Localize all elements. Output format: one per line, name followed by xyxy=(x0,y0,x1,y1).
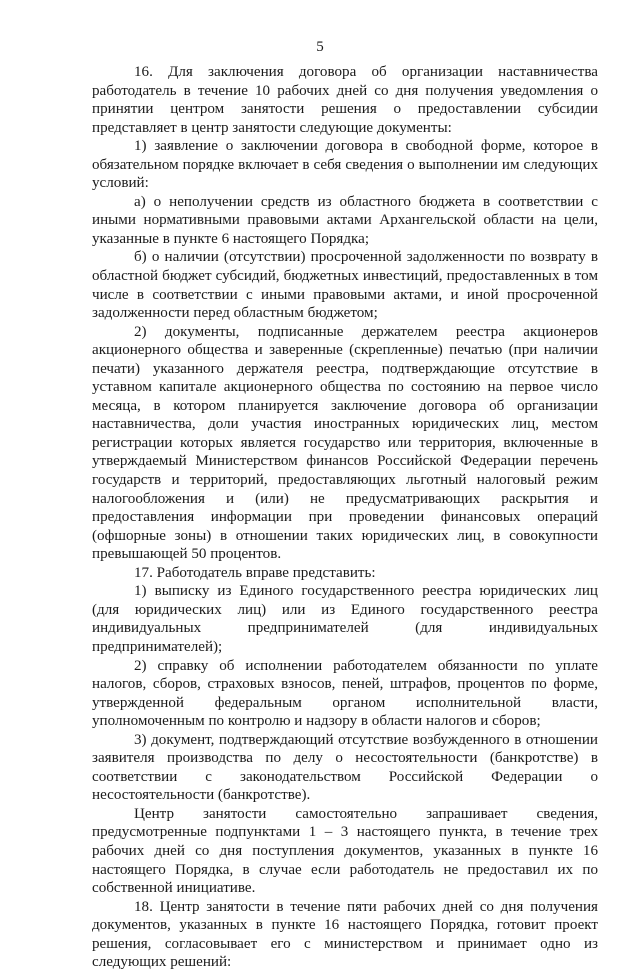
paragraph-16-item-2: 2) документы, подписанные держателем реестра акционеров акционерного общества и заверенные (скрепленные) печатью (при наличии печати) указанного держателя реестра, подтверждающие отсутствие в уставном капитале акционерного общества по состоянию на первое число месяца, в котором планируется заключение договора об организации наставничества, доли участия иностранных юридических лиц, местом регистрации которых является государство или территория, включенные в утверждаемый Министерством финансов Российской Федерации перечень государств и территорий, предоставляющих льготный налоговый режим налогообложения и (или) не предусматривающих раскрытия и предоставления информации при проведении финансовых операций (офшорные зоны) в отношении таких юридических лиц, в совокупности превышающей 50 процентов. xyxy=(92,323,598,563)
paragraph-17-item-1: 1) выписку из Единого государственного реестра юридических лиц (для юридических лиц) или из Единого государственного реестра индивидуальных предпринимателей (для индивидуальных предпринимателей); xyxy=(92,583,598,655)
paragraph-16-item-1b: б) о наличии (отсутствии) просроченной задолженности по возврату в областной бюджет субсидий, бюджетных инвестиций, предоставленных в том числе в соответствии с иными правовыми актами, и иной просроченной задолженности перед областным бюджетом; xyxy=(92,249,598,322)
document-body xyxy=(92,63,598,972)
paragraph-17-item-2: 2) справку об исполнении работодателем обязанности по уплате налогов, сборов, страховых взносов, пеней, штрафов, процентов по форме, утвержденной федеральным органом исполнительной власти, уполномоченным по контролю и надзору в области налогов и сборов; xyxy=(92,657,598,730)
paragraph-16-item-1: 1) заявление о заключении договора в свободной форме, которое в обязательном порядке включает в себя сведения о выполнении им следующих условий: xyxy=(92,138,598,192)
paragraph-17-note: Центр занятости самостоятельно запрашивает сведения, предусмотренные подпунктами 1 – 3 настоящего пункта, в течение трех рабочих дней со дня поступления документов, указанных в пункте 16 настоящего Порядка, в случае если работодатель не предоставил их по собственной инициативе. xyxy=(92,805,598,897)
paragraph-17: 17. Работодатель вправе представить: xyxy=(134,564,376,581)
paragraph-18: 18. Центр занятости в течение пяти рабочих дней со дня получения документов, указанных в пункте 16 настоящего Порядка, готовит проект решения, согласовывает его с министерством и принимает одно из следующих решений: xyxy=(92,898,598,971)
paragraph-17-item-3: 3) документ, подтверждающий отсутствие возбужденного в отношении заявителя производства по делу о несостоятельности (банкротстве) в соответствии с законодательством Российской Федерации о несостоятельности (банкротстве). xyxy=(92,731,598,804)
page-number: 5 xyxy=(316,39,324,55)
paragraph-16: 16. Для заключения договора об организации наставничества работодатель в течение 10 рабочих дней со дня получения уведомления о принятии центром занятости решения о предоставлении субсидии представляет в центр занятости следующие документы: xyxy=(92,64,598,136)
paragraph-16-item-1a: а) о неполучении средств из областного бюджета в соответствии с иными нормативными правовыми актами Архангельской области на цели, указанные в пункте 6 настоящего Порядка; xyxy=(92,193,598,247)
